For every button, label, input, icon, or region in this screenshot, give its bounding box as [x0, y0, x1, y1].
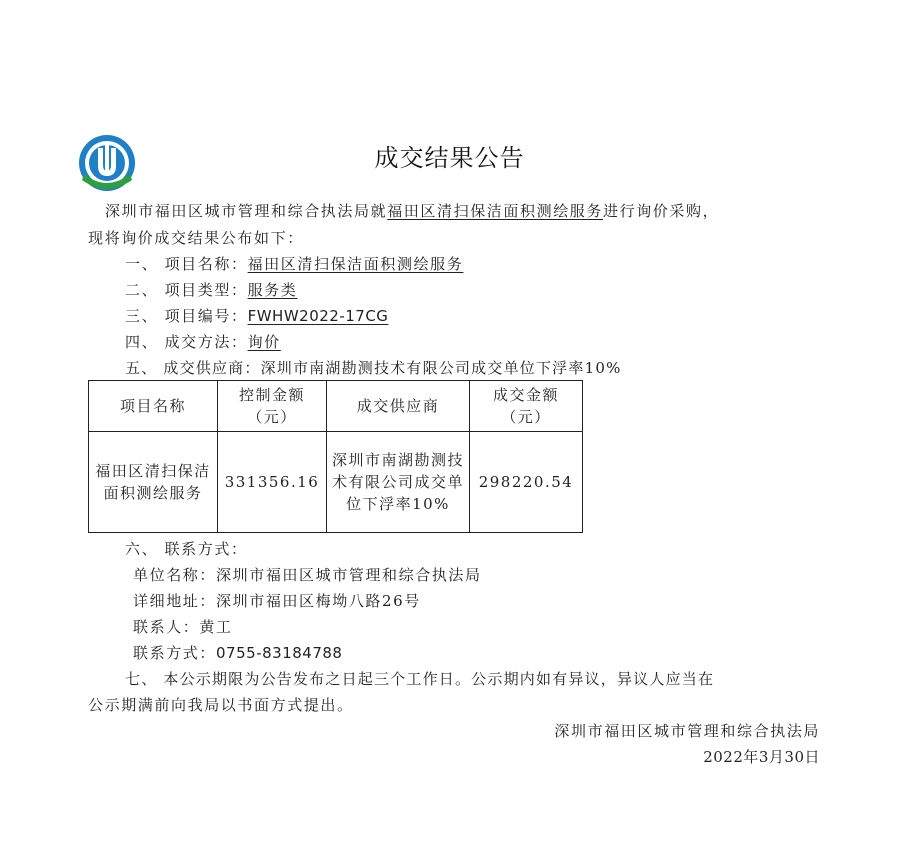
item-label: 五、 成交供应商：: [125, 359, 261, 377]
item-value: 福田区清扫保洁面积测绘服务: [247, 255, 464, 273]
notice-line-1: 七、 本公示期限为公告发布之日起三个工作日。公示期内如有异议，异议人应当在: [125, 670, 715, 688]
contact-label: 联系方式：: [133, 644, 217, 662]
table-header-row: [89, 381, 583, 432]
intro-part-2: 进行询价采购，: [603, 202, 720, 220]
item-value: FWHW2022-17CG: [247, 307, 389, 325]
table-row: [89, 432, 583, 533]
result-table: [88, 380, 583, 533]
project-name-link[interactable]: 福田区清扫保洁面积测绘服务: [387, 202, 604, 220]
item-value: 深圳市南湖勘测技术有限公司成交单位下浮率10%: [260, 359, 622, 377]
contact-value: 深圳市福田区梅坳八路26号: [216, 592, 421, 610]
item-label: 四、 成交方法：: [125, 333, 248, 351]
contact-label: 详细地址：: [133, 592, 217, 610]
contact-address: [133, 591, 421, 611]
cell-control-amount: 331356.16: [218, 432, 327, 533]
item-label: 三、 项目编号：: [125, 307, 248, 325]
intro-line-1: [105, 201, 719, 221]
contact-label: 联系人：: [133, 618, 200, 636]
header-cell: 项目名称: [89, 381, 218, 432]
header-cell: 成交金额（元）: [470, 381, 583, 432]
item-project-name: [125, 254, 463, 274]
page-title: 成交结果公告: [374, 144, 525, 172]
item-project-number: [125, 306, 388, 326]
contact-value: 深圳市福田区城市管理和综合执法局: [216, 566, 482, 584]
signature-date: 2022年3月30日: [703, 748, 820, 766]
item-deal-method: [125, 332, 281, 352]
item-value: 询价: [247, 333, 281, 351]
cell-deal-amount: 298220.54: [470, 432, 583, 533]
contact-unit: [133, 565, 482, 585]
item-project-type: [125, 280, 297, 300]
signature-org: 深圳市福田区城市管理和综合执法局: [554, 722, 820, 740]
contact-value: 0755-83184788: [216, 644, 343, 662]
contact-person: [133, 617, 233, 637]
item-label: 二、 项目类型：: [125, 281, 248, 299]
contact-heading: 六、 联系方式：: [125, 540, 248, 558]
item-supplier: [125, 358, 622, 378]
contact-value: 黄工: [199, 618, 233, 636]
contact-label: 单位名称：: [133, 566, 217, 584]
cell-supplier: 深圳市南湖勘测技术有限公司成交单位下浮率10%: [327, 432, 470, 533]
contact-phone: [133, 643, 342, 663]
cell-project-name: 福田区清扫保洁面积测绘服务: [89, 432, 218, 533]
intro-line-2: 现将询价成交结果公布如下：: [88, 229, 304, 247]
item-label: 一、 项目名称：: [125, 255, 248, 273]
intro-part-1: 深圳市福田区城市管理和综合执法局就: [105, 202, 388, 220]
header-cell: 成交供应商: [327, 381, 470, 432]
item-value: 服务类: [247, 281, 298, 299]
notice-line-2: 公示期满前向我局以书面方式提出。: [88, 696, 354, 714]
header-cell: 控制金额（元）: [218, 381, 327, 432]
